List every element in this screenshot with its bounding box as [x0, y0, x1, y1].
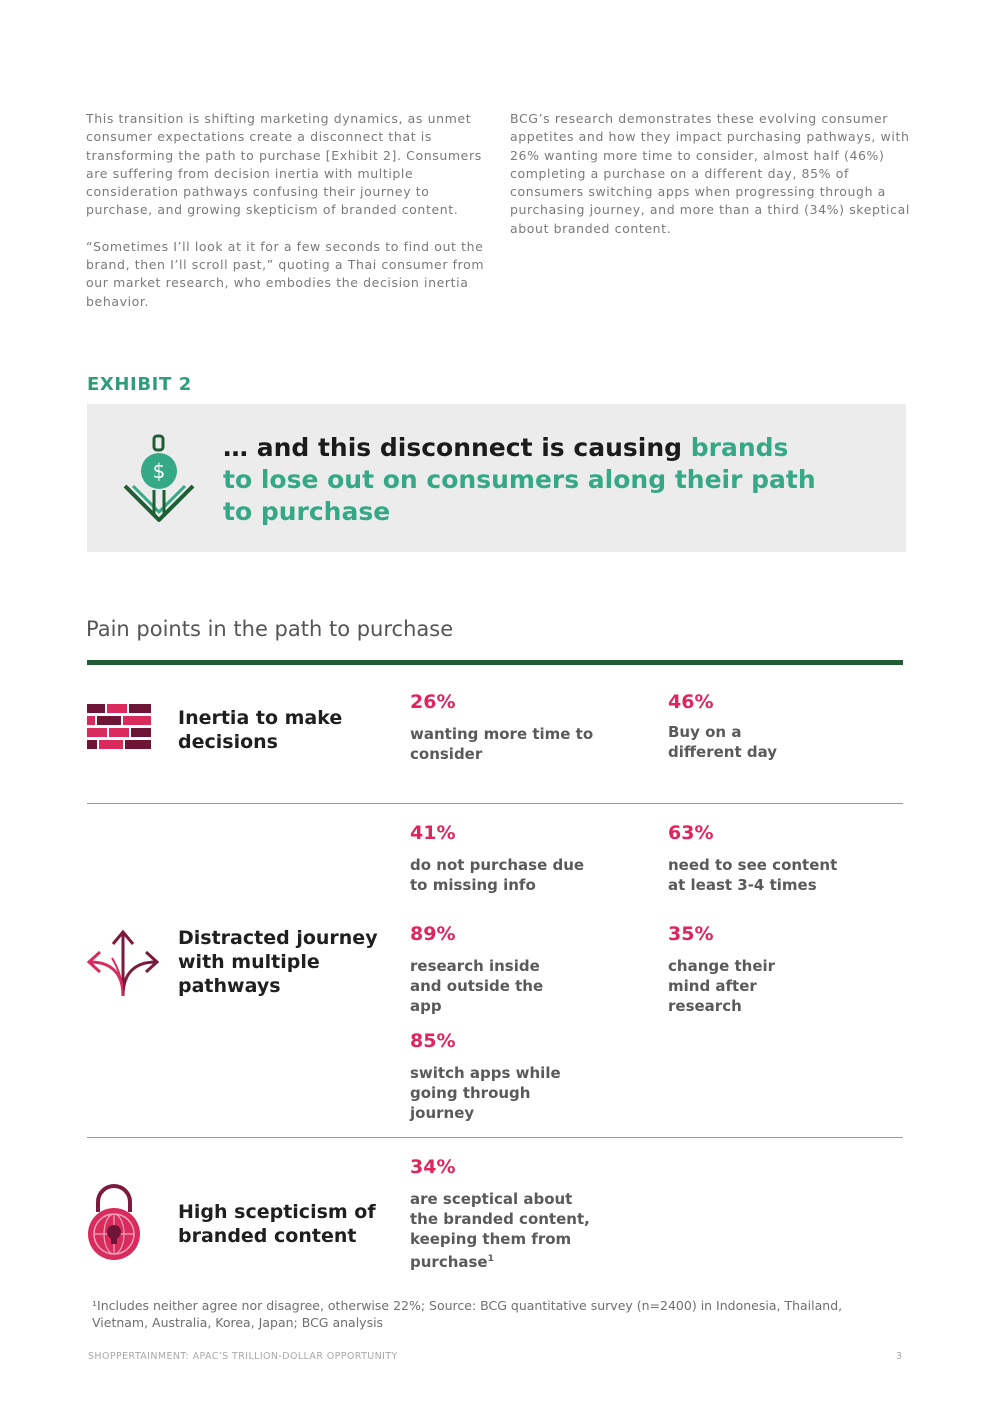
intro-right-column	[510, 110, 910, 256]
stat-description: do not purchase due to missing info	[410, 856, 585, 894]
footnote-marker: 1	[487, 1254, 494, 1264]
stat-63	[668, 822, 898, 895]
page-number: 3	[896, 1351, 903, 1362]
section-divider	[87, 660, 903, 665]
stat-89	[410, 923, 640, 1016]
stat-description: need to see content at least 3-4 times	[668, 856, 838, 894]
stat-85	[410, 1030, 640, 1123]
stat-description: wanting more time to consider	[410, 725, 594, 763]
row-label-inertia: Inertia to make decisions	[178, 707, 343, 753]
intro-paragraph: BCG’s research demonstrates these evolving consumer appetites and how they impact purchasing pathways, with 26% wanting more time to consider, almost half (46%) completing a purchase on a different day, 85% of consumers switching apps when progressing through a purchasing journey, and more than a third (34%) skeptical about branded content.	[510, 111, 910, 236]
section-title: Pain points in the path to purchase	[86, 617, 454, 641]
stat-percent: 63%	[668, 822, 714, 844]
dollar-symbol: $	[152, 459, 166, 483]
exhibit-label: EXHIBIT 2	[87, 374, 192, 395]
stat-description: switch apps while going through journey	[410, 1064, 561, 1122]
stat-percent: 34%	[410, 1156, 456, 1178]
row-label-distracted: Distracted journey with multiple pathways	[178, 927, 378, 997]
stat-percent: 46%	[668, 691, 714, 713]
exhibit-headline	[223, 432, 823, 528]
stat-percent: 89%	[410, 923, 456, 945]
stat-description	[410, 1189, 595, 1272]
diverging-arrows-icon	[86, 928, 160, 998]
stat-26	[410, 691, 600, 764]
row-divider	[87, 803, 903, 804]
footer-title: SHOPPERTAINMENT: APAC’S TRILLION-DOLLAR OPPORTUNITY	[88, 1351, 398, 1362]
stat-description: research inside and outside the app	[410, 957, 544, 1015]
stat-35	[668, 923, 898, 1016]
intro-left-column	[86, 110, 486, 329]
stat-34	[410, 1156, 640, 1272]
stat-percent: 85%	[410, 1030, 456, 1052]
stat-description: change their mind after research	[668, 957, 776, 1015]
stat-percent: 41%	[410, 822, 456, 844]
stat-percent: 26%	[410, 691, 456, 713]
row-label-scepticism: High scepticism of branded content	[178, 1201, 376, 1247]
headline-dark-part: … and this disconnect is causing	[223, 433, 691, 462]
stat-description: Buy on a different day	[668, 723, 778, 761]
stat-percent: 35%	[668, 923, 714, 945]
footnote: ¹Includes neither agree nor disagree, otherwise 22%; Source: BCG quantitative survey (n=2400) in Indonesia, Thailand, Vietnam, Australia, Korea, Japan; BCG analysis	[92, 1298, 843, 1330]
money-down-arrow-icon	[121, 434, 197, 526]
brick-wall-icon	[87, 704, 151, 749]
padlock-icon	[86, 1184, 142, 1262]
intro-paragraph: This transition is shifting marketing dynamics, as unmet consumer expectations create a disconnect that is transforming the path to purchase [Exhibit 2]. Consumers are suffering from decision inertia with multiple consideration pathways confusing their journey to purchase, and growing skepticism of branded content.	[86, 111, 482, 218]
stat-41	[410, 822, 640, 895]
intro-quote-paragraph: “Sometimes I’ll look at it for a few seconds to find out the brand, then I’ll scroll past,” quoting a Thai consumer from our market research, who embodies the decision inertia behavior.	[86, 238, 485, 309]
exhibit-banner	[87, 404, 906, 552]
stat-46	[668, 691, 788, 762]
stat-description-text: are sceptical about the branded content, keeping them from purchase	[410, 1190, 590, 1271]
headline-accent-part: brands to lose out on consumers along their path to purchase	[223, 433, 816, 526]
row-divider	[87, 1137, 903, 1138]
